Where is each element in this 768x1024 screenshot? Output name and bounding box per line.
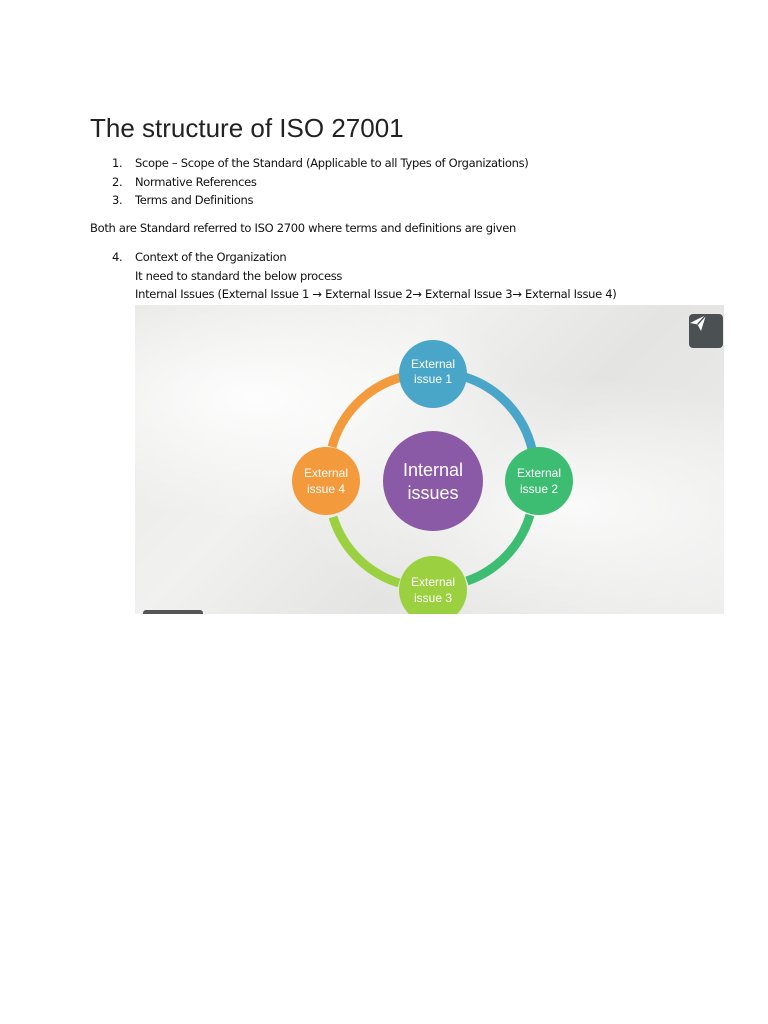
ring-arc-4-1 bbox=[332, 377, 402, 447]
node-label: External bbox=[516, 466, 562, 480]
list-item-text: Scope – Scope of the Standard (Applicable to all Types of Organizations) bbox=[135, 156, 529, 170]
node-label: External bbox=[303, 466, 349, 480]
list-item-context bbox=[112, 248, 616, 304]
context-diagram-image bbox=[135, 305, 724, 614]
list-item bbox=[112, 191, 528, 210]
ring-arc-3-4 bbox=[333, 517, 399, 583]
list-item-subline: Internal Issues (External Issue 1 → External Issue 2→ External Issue 3→ External Issue 4) bbox=[135, 287, 617, 302]
list-item bbox=[112, 154, 528, 173]
share-button[interactable] bbox=[689, 314, 723, 348]
list-item-text: Normative References bbox=[135, 174, 257, 189]
list-item-text: Terms and Definitions bbox=[135, 193, 254, 208]
issues-cycle-diagram bbox=[135, 305, 724, 614]
list-item bbox=[112, 173, 528, 192]
center-circle bbox=[383, 431, 483, 531]
list-item-subline: It need to standard the below process bbox=[135, 268, 343, 283]
center-label: issues bbox=[407, 483, 459, 503]
node-label: External bbox=[410, 357, 456, 371]
node-circle-4 bbox=[292, 447, 360, 515]
list-number: 1. bbox=[112, 156, 123, 170]
page-title: The structure of ISO 27001 bbox=[90, 113, 404, 143]
paper-plane-icon bbox=[689, 314, 707, 332]
ring-arc-2-3 bbox=[467, 515, 530, 581]
list-number: 3. bbox=[112, 193, 123, 208]
node-label: issue 3 bbox=[413, 591, 453, 605]
body-paragraph: Both are Standard referred to ISO 2700 where terms and definitions are given bbox=[90, 221, 516, 235]
ring-arc-1-2 bbox=[465, 377, 532, 449]
list-item-text: Context of the Organization bbox=[135, 250, 287, 264]
node-label: External bbox=[410, 575, 456, 589]
numbered-list bbox=[112, 154, 528, 210]
node-label: issue 1 bbox=[413, 372, 453, 386]
node-label: issue 2 bbox=[519, 482, 559, 496]
list-number: 2. bbox=[112, 174, 123, 189]
list-number: 4. bbox=[112, 250, 123, 264]
center-label: Internal bbox=[402, 460, 464, 480]
toolbar-tab[interactable] bbox=[143, 610, 203, 614]
node-circle-2 bbox=[505, 447, 573, 515]
node-label: issue 4 bbox=[306, 482, 346, 496]
